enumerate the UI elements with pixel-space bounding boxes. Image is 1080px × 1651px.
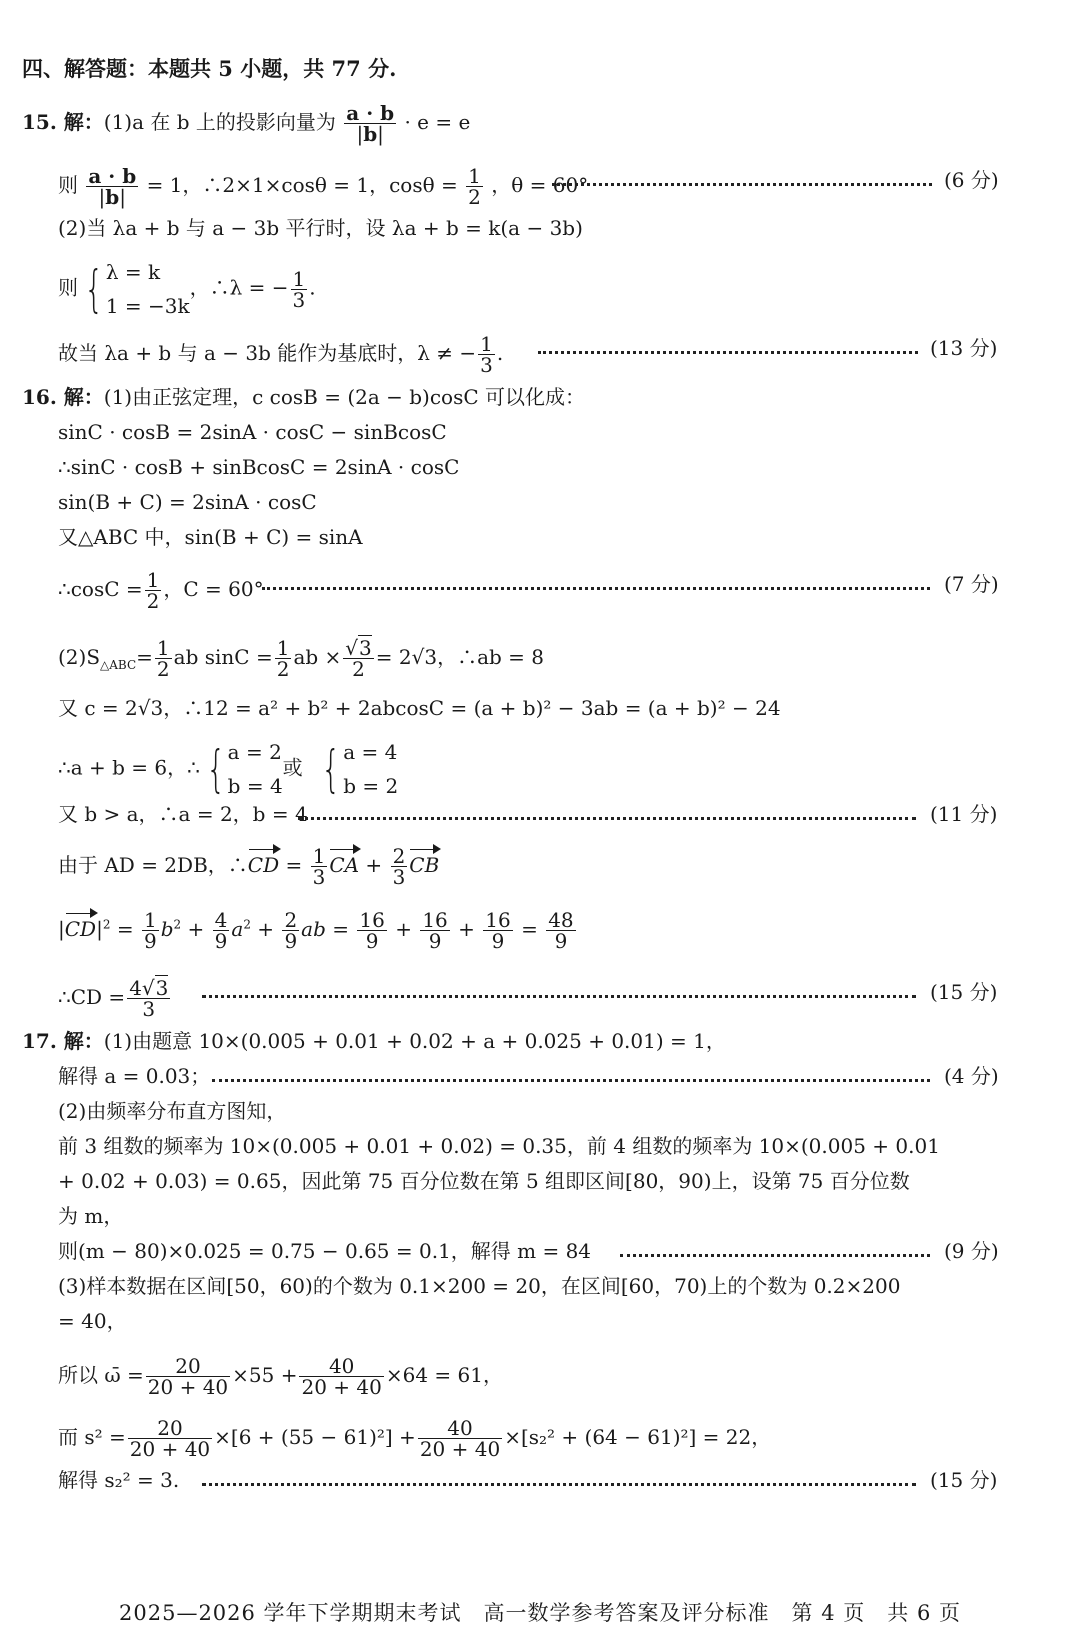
q17-line-9: = 40， xyxy=(58,1309,127,1333)
q15-line-1 xyxy=(22,103,470,144)
q15-text: (1)a 在 b 上的投影向量为 xyxy=(103,110,336,134)
leader-dots xyxy=(552,183,932,186)
q17-line-4: 前 3 组数的频率为 10×(0.005 + 0.01 + 0.02) = 0.35，前 4 组数的频率为 10×(0.005 + 0.01 xyxy=(58,1134,940,1158)
q15-line-4: 则 { λ = k 1 = −3k ，∴λ = − $\frac{1}{3}$ . xyxy=(58,260,316,318)
section-heading: 四、解答题：本题共 5 小题，共 77 分. xyxy=(22,56,397,81)
q16-line-6: ∴cosC = $\frac{1}{2}$ ，C = 60° xyxy=(58,568,264,613)
score-q17-2: (9 分) xyxy=(944,1239,999,1263)
q16-line-2: sinC · cosB = 2sinA · cosC − sinBcosC xyxy=(58,420,447,444)
q17-line-1: 17. 解：(1)由题意 10×(0.005 + 0.01 + 0.02 + a + 0.025 + 0.01) = 1， xyxy=(22,1029,726,1053)
q16-line-1: 16. 解：(1)由正弦定理，c cosB = (2a − b)cosC 可以化成： xyxy=(22,385,586,409)
q16-line-9: ∴a + b = 6，∴ { a = 2 b = 4 或 { a = 4 b = 2 xyxy=(58,740,399,798)
score-q17-1: (4 分) xyxy=(944,1064,999,1088)
score-q16-3: (15 分) xyxy=(930,980,998,1004)
q16-label: 16. 解： xyxy=(22,385,104,409)
q16-line-12: $|CD|^2$ = $\frac{1}{9}$ $b^2$ + $\frac{4}{9}$ $a^2$ + $\frac{2}{9}$ ab = $\frac{16}{9}$ + $\frac{16}{9}$ + $\frac{16}{9}$ = $\frac{48}{9}$ xyxy=(58,908,574,953)
page-footer: 2025—2026 学年下学期期末考试 高一数学参考答案及评分标准 第 4 页 共 6 页 xyxy=(119,1601,961,1625)
score-q15-1: (6 分) xyxy=(944,168,999,192)
q16-line-5: 又△ABC 中，sin(B + C) = sinA xyxy=(58,525,363,549)
q16-line-7: $(2)S_{\triangle ABC}=$ $\frac{1}{2}$ ab sinC = $\frac{1}{2}$ ab × $\frac{√3}{2}$ = 2√3，∴ab = 8 xyxy=(58,636,544,681)
projection-fraction: $\frac{a \cdot b}{|b|}$ xyxy=(346,101,395,146)
q17-line-6: 为 m， xyxy=(58,1204,124,1228)
q16-line-13: ∴CD = $\frac{4√3}{3}$ xyxy=(58,976,169,1021)
q17-line-12: 解得 s₂² = 3. xyxy=(58,1468,180,1492)
q15-line-5: 故当 λa + b 与 a − 3b 能作为基底时，λ ≠ − $\frac{1}{3}$ . xyxy=(58,332,504,377)
q17-line-10: 所以 ω̄ = $\frac{20}{20 + 40}$ ×55 + $\frac{40}{20 + 40}$ ×64 = 61， xyxy=(58,1354,503,1399)
score-q15-2: (13 分) xyxy=(930,336,998,360)
q17-label: 17. 解： xyxy=(22,1029,104,1053)
q17-line-5: + 0.02 + 0.03) = 0.65，因此第 75 百分位数在第 5 组即区间[80，90)上，设第 75 百分位数 xyxy=(58,1169,910,1193)
leader-dots xyxy=(620,1254,930,1257)
score-q17-3: (15 分) xyxy=(930,1468,998,1492)
q17-line-11: 而 s² = $\frac{20}{20 + 40}$ ×[6 + (55 − 61)²] + $\frac{40}{20 + 40}$ ×[s₂² + (64 − 61)²] = 22， xyxy=(58,1416,772,1461)
q17-line-3: (2)由频率分布直方图知， xyxy=(58,1099,287,1123)
leader-dots xyxy=(202,1483,916,1486)
q16-line-4: sin(B + C) = 2sinA · cosC xyxy=(58,490,317,514)
leader-dots xyxy=(212,1079,930,1082)
q16-line-8: 又 c = 2√3，∴12 = a² + b² + 2abcosC = (a + b)² − 3ab = (a + b)² − 24 xyxy=(58,696,781,720)
score-q16-1: (7 分) xyxy=(944,572,999,596)
leader-dots xyxy=(262,587,930,590)
q16-line-10: 又 b > a，∴a = 2，b = 4 xyxy=(58,802,308,826)
leader-dots xyxy=(538,351,918,354)
q15-line-3: (2)当 λa + b 与 a − 3b 平行时，设 λa + b = k(a − 3b) xyxy=(58,216,583,240)
q15-tail: · e = e xyxy=(404,110,471,134)
q17-line-8: (3)样本数据在区间[50，60)的个数为 0.1×200 = 20，在区间[60，70)上的个数为 0.2×200 xyxy=(58,1274,901,1298)
q17-line-2: 解得 a = 0.03； xyxy=(58,1064,211,1088)
q15-label: 15. 解： xyxy=(22,110,104,134)
q17-line-7: 则(m − 80)×0.025 = 0.75 − 0.65 = 0.1，解得 m = 84 xyxy=(58,1239,592,1263)
q16-line-3: ∴sinC · cosB + sinBcosC = 2sinA · cosC xyxy=(58,455,460,479)
q16-line-11: 由于 AD = 2DB，∴CD = $\frac{1}{3}$ CA + $\frac{2}{3}$ CB xyxy=(58,844,440,889)
score-q16-2: (11 分) xyxy=(930,802,998,826)
q15-line-2: 则 $\frac{a \cdot b}{|b|}$ = 1，∴2×1×cosθ = 1，cosθ = $\frac{1}{2}$ ，θ = 60° xyxy=(58,164,589,209)
leader-dots xyxy=(298,817,916,820)
leader-dots xyxy=(202,995,916,998)
